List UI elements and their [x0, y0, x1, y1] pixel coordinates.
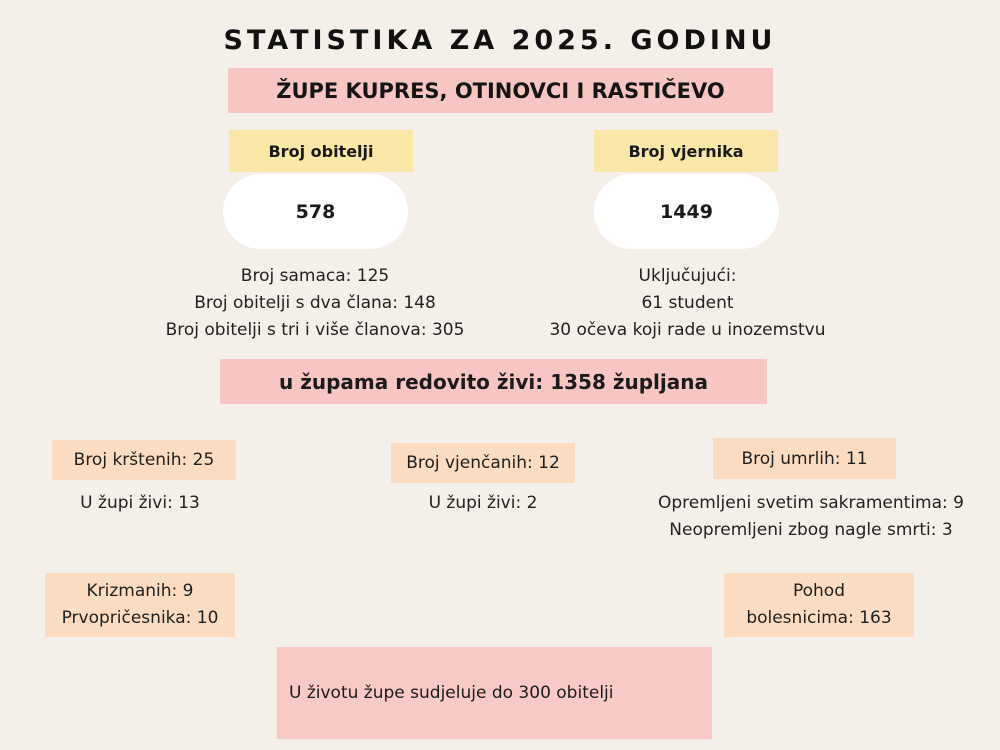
residents-banner: u župama redovito živi: 1358 župljana: [220, 359, 767, 404]
singles-count: Broj samaca: 125: [240, 266, 390, 286]
page-title: STATISTIKA ZA 2025. GODINU: [223, 24, 777, 56]
believers-details: [510, 263, 865, 344]
including-label: Uključujući:: [638, 266, 737, 286]
two-member-families-count: Broj obitelji s dva člana: 148: [194, 293, 436, 313]
deaths-label: Broj umrlih: 11: [713, 438, 896, 479]
families-details: [140, 263, 490, 344]
sick-visits-count: bolesnicima: 163: [746, 608, 892, 628]
three-plus-member-families-count: Broj obitelji s tri i više članova: 305: [165, 320, 465, 340]
families-label: Broj obitelji: [229, 130, 413, 172]
baptisms-residents: U župi živi: 13: [80, 493, 200, 513]
fathers-abroad-count: 30 očeva koji rade u inozemstvu: [549, 320, 826, 340]
confirmations-count: Krizmanih: 9: [86, 581, 194, 601]
weddings-label: Broj vjenčanih: 12: [391, 443, 575, 483]
participation-text: U životu župe sudjeluje do 300 obitelji: [289, 683, 614, 703]
sacraments-box: [45, 573, 235, 637]
families-value: 578: [223, 174, 408, 249]
baptisms-label: Broj krštenih: 25: [52, 440, 236, 480]
deaths-details: [628, 490, 994, 544]
sick-visits-title: Pohod: [792, 581, 845, 601]
deaths-sudden: Neopremljeni zbog nagle smrti: 3: [669, 520, 953, 540]
participation-box: [277, 647, 712, 739]
students-count: 61 student: [641, 293, 734, 313]
believers-label: Broj vjernika: [594, 130, 778, 172]
first-communion-count: Prvopričesnika: 10: [61, 608, 219, 628]
parishes-subtitle: ŽUPE KUPRES, OTINOVCI I RASTIČEVO: [228, 68, 773, 113]
deaths-with-sacraments: Opremljeni svetim sakramentima: 9: [658, 493, 964, 513]
weddings-residents: U župi živi: 2: [428, 493, 538, 513]
believers-value: 1449: [594, 174, 779, 249]
sick-visits-box: [724, 573, 914, 637]
